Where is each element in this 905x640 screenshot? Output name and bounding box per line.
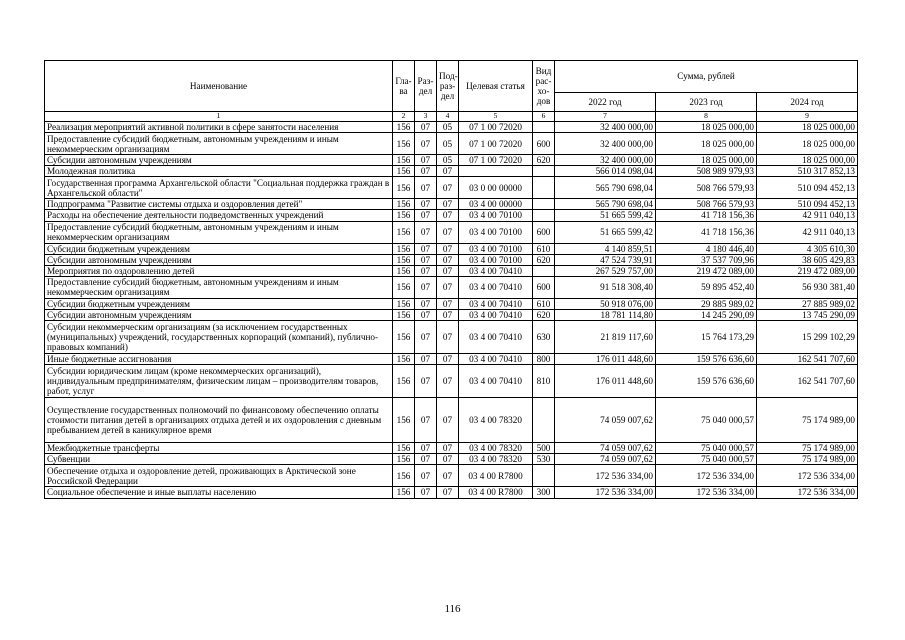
col-number: 8: [656, 112, 757, 122]
cell-sum-2023: 18 025 000,00: [656, 155, 757, 166]
table-row: [45, 166, 858, 177]
cell-vid: 620: [533, 254, 555, 265]
cell-sum-2022: 47 524 739,91: [555, 254, 656, 265]
cell-sum-2024: 162 541 707,60: [757, 354, 858, 365]
cell-sum-2023: 14 245 290,09: [656, 309, 757, 320]
col-number: 6: [533, 112, 555, 122]
cell-vid: 620: [533, 155, 555, 166]
cell-celevaya: 03 4 00 70100: [459, 243, 533, 254]
cell-podrazdel: 07: [437, 321, 459, 354]
cell-vid: [533, 265, 555, 276]
cell-sum-2023: 159 576 636,60: [656, 354, 757, 365]
table-row: [45, 210, 858, 221]
cell-glava: 156: [393, 365, 415, 398]
cell-sum-2024: 42 911 040,13: [757, 210, 858, 221]
col-header-2024: 2024 год: [757, 93, 858, 112]
cell-vid: 810: [533, 365, 555, 398]
cell-podrazdel: 07: [437, 254, 459, 265]
cell-glava: 156: [393, 133, 415, 155]
cell-razdel: 07: [415, 309, 437, 320]
cell-razdel: 07: [415, 155, 437, 166]
cell-sum-2023: 15 764 173,29: [656, 321, 757, 354]
cell-sum-2023: 4 180 446,40: [656, 243, 757, 254]
cell-glava: 156: [393, 177, 415, 199]
cell-podrazdel: 07: [437, 210, 459, 221]
cell-podrazdel: 07: [437, 276, 459, 298]
cell-podrazdel: 07: [437, 365, 459, 398]
row-name: Субвенции: [45, 454, 393, 465]
row-name: Осуществление государственных полномочий по финансовому обеспечению оплаты стоимости питания детей в организациях отдыха детей и их оздоровления с дневным пребыванием детей в каникулярное время: [45, 398, 393, 443]
cell-sum-2022: 51 665 599,42: [555, 221, 656, 243]
column-numbers-row: [45, 112, 858, 122]
cell-sum-2024: 18 025 000,00: [757, 133, 858, 155]
row-name: Субсидии автономным учреждениям: [45, 155, 393, 166]
cell-vid: 620: [533, 309, 555, 320]
row-name: Социальное обеспечение и иные выплаты населению: [45, 487, 393, 498]
cell-vid: 800: [533, 354, 555, 365]
cell-glava: 156: [393, 298, 415, 309]
cell-razdel: 07: [415, 454, 437, 465]
row-name: Субсидии бюджетным учреждениям: [45, 298, 393, 309]
cell-celevaya: 03 4 00 R7800: [459, 487, 533, 498]
table-row: [45, 243, 858, 254]
cell-celevaya: 07 1 00 72020: [459, 155, 533, 166]
col-header-summa: Сумма, рублей: [555, 61, 858, 93]
cell-glava: 156: [393, 199, 415, 210]
cell-sum-2023: 508 989 979,93: [656, 166, 757, 177]
cell-glava: 156: [393, 265, 415, 276]
cell-sum-2023: 18 025 000,00: [656, 122, 757, 133]
cell-sum-2022: 74 059 007,62: [555, 443, 656, 454]
cell-celevaya: 03 4 00 R7800: [459, 465, 533, 487]
row-name: Расходы на обеспечение деятельности подведомственных учреждений: [45, 210, 393, 221]
cell-vid: 630: [533, 321, 555, 354]
cell-vid: [533, 122, 555, 133]
table-row: [45, 487, 858, 498]
cell-vid: 300: [533, 487, 555, 498]
cell-razdel: 07: [415, 221, 437, 243]
col-number: 9: [757, 112, 858, 122]
cell-sum-2022: 172 536 334,00: [555, 487, 656, 498]
cell-sum-2024: 172 536 334,00: [757, 465, 858, 487]
col-number: 2: [393, 112, 415, 122]
cell-sum-2024: 13 745 290,09: [757, 309, 858, 320]
cell-glava: 156: [393, 398, 415, 443]
cell-razdel: 07: [415, 243, 437, 254]
cell-sum-2023: 172 536 334,00: [656, 465, 757, 487]
col-number: 5: [459, 112, 533, 122]
cell-razdel: 07: [415, 365, 437, 398]
cell-sum-2023: 75 040 000,57: [656, 443, 757, 454]
cell-podrazdel: 07: [437, 221, 459, 243]
table-body: [45, 122, 858, 499]
cell-sum-2023: 508 766 579,93: [656, 177, 757, 199]
cell-sum-2022: 565 790 698,04: [555, 199, 656, 210]
table-row: [45, 177, 858, 199]
cell-razdel: 07: [415, 276, 437, 298]
cell-sum-2023: 41 718 156,36: [656, 210, 757, 221]
cell-podrazdel: 07: [437, 309, 459, 320]
col-header-2023: 2023 год: [656, 93, 757, 112]
cell-vid: [533, 177, 555, 199]
cell-razdel: 07: [415, 487, 437, 498]
cell-sum-2024: 42 911 040,13: [757, 221, 858, 243]
cell-razdel: 07: [415, 254, 437, 265]
cell-razdel: 07: [415, 398, 437, 443]
cell-sum-2023: 75 040 000,57: [656, 398, 757, 443]
table-row: [45, 298, 858, 309]
table-row: [45, 199, 858, 210]
cell-razdel: 07: [415, 298, 437, 309]
table-row: [45, 155, 858, 166]
cell-sum-2023: 37 537 709,96: [656, 254, 757, 265]
cell-sum-2022: 172 536 334,00: [555, 465, 656, 487]
cell-podrazdel: 07: [437, 298, 459, 309]
table-row: [45, 365, 858, 398]
cell-sum-2023: 172 536 334,00: [656, 487, 757, 498]
table-row: [45, 398, 858, 443]
cell-sum-2024: 75 174 989,00: [757, 454, 858, 465]
cell-sum-2023: 18 025 000,00: [656, 133, 757, 155]
cell-glava: 156: [393, 243, 415, 254]
cell-razdel: 07: [415, 321, 437, 354]
row-name: Обеспечение отдыха и оздоровление детей, проживающих в Арктической зоне Российской Федерации: [45, 465, 393, 487]
table-row: [45, 321, 858, 354]
row-name: Подпрограмма "Развитие системы отдыха и оздоровления детей": [45, 199, 393, 210]
cell-celevaya: 07 1 00 72020: [459, 122, 533, 133]
cell-podrazdel: 05: [437, 122, 459, 133]
cell-celevaya: 03 4 00 70100: [459, 221, 533, 243]
cell-celevaya: 03 4 00 78320: [459, 443, 533, 454]
cell-podrazdel: 05: [437, 133, 459, 155]
cell-celevaya: 03 4 00 70410: [459, 298, 533, 309]
row-name: Предоставление субсидий бюджетным, автономным учреждениям и иным некоммерческим организациям: [45, 276, 393, 298]
cell-sum-2024: 75 174 989,00: [757, 443, 858, 454]
cell-vid: 530: [533, 454, 555, 465]
cell-podrazdel: 07: [437, 398, 459, 443]
col-number: 1: [45, 112, 393, 122]
cell-razdel: 07: [415, 166, 437, 177]
cell-glava: 156: [393, 122, 415, 133]
cell-celevaya: 03 4 00 78320: [459, 398, 533, 443]
cell-vid: [533, 465, 555, 487]
cell-sum-2022: 51 665 599,42: [555, 210, 656, 221]
row-name: Субсидии автономным учреждениям: [45, 309, 393, 320]
cell-sum-2024: 4 305 610,30: [757, 243, 858, 254]
cell-sum-2023: 41 718 156,36: [656, 221, 757, 243]
cell-glava: 156: [393, 454, 415, 465]
cell-celevaya: 03 0 00 00000: [459, 177, 533, 199]
page-number: 116: [444, 603, 461, 615]
table-row: [45, 122, 858, 133]
cell-razdel: 07: [415, 177, 437, 199]
cell-sum-2024: 18 025 000,00: [757, 122, 858, 133]
cell-podrazdel: 07: [437, 177, 459, 199]
cell-podrazdel: 05: [437, 155, 459, 166]
cell-podrazdel: 07: [437, 454, 459, 465]
cell-sum-2022: 176 011 448,60: [555, 354, 656, 365]
cell-podrazdel: 07: [437, 354, 459, 365]
cell-sum-2022: 50 918 076,00: [555, 298, 656, 309]
cell-glava: 156: [393, 276, 415, 298]
table-row: [45, 254, 858, 265]
cell-celevaya: 03 4 00 70410: [459, 276, 533, 298]
cell-celevaya: 03 4 00 70410: [459, 265, 533, 276]
cell-sum-2023: 219 472 089,00: [656, 265, 757, 276]
cell-vid: 500: [533, 443, 555, 454]
row-name: Государственная программа Архангельской области "Социальная поддержка граждан в Архангельской области": [45, 177, 393, 199]
row-name: Субсидии автономным учреждениям: [45, 254, 393, 265]
cell-sum-2024: 510 094 452,13: [757, 199, 858, 210]
cell-sum-2022: 74 059 007,62: [555, 398, 656, 443]
row-name: Субсидии бюджетным учреждениям: [45, 243, 393, 254]
cell-sum-2024: 18 025 000,00: [757, 155, 858, 166]
table-row: [45, 309, 858, 320]
cell-celevaya: 03 4 00 70410: [459, 354, 533, 365]
col-header-celevaya: Целевая статья: [459, 61, 533, 112]
row-name: Предоставление субсидий бюджетным, автономным учреждениям и иным некоммерческим организациям: [45, 221, 393, 243]
cell-glava: 156: [393, 254, 415, 265]
cell-podrazdel: 07: [437, 199, 459, 210]
table-row: [45, 454, 858, 465]
row-name: Молодежная политика: [45, 166, 393, 177]
cell-sum-2024: 219 472 089,00: [757, 265, 858, 276]
table-row: [45, 265, 858, 276]
cell-sum-2023: 508 766 579,93: [656, 199, 757, 210]
cell-sum-2022: 91 518 308,40: [555, 276, 656, 298]
cell-razdel: 07: [415, 354, 437, 365]
col-number: 3: [415, 112, 437, 122]
table-row: [45, 221, 858, 243]
cell-podrazdel: 07: [437, 265, 459, 276]
table-row: [45, 133, 858, 155]
col-header-razdel: Раз-дел: [415, 61, 437, 112]
cell-podrazdel: 07: [437, 166, 459, 177]
cell-sum-2023: 59 895 452,40: [656, 276, 757, 298]
cell-glava: 156: [393, 321, 415, 354]
cell-glava: 156: [393, 354, 415, 365]
cell-sum-2024: 56 930 381,40: [757, 276, 858, 298]
cell-glava: 156: [393, 166, 415, 177]
cell-sum-2024: 172 536 334,00: [757, 487, 858, 498]
cell-razdel: 07: [415, 133, 437, 155]
row-name: Субсидии некоммерческим организациям (за исключением государственных (муниципальных) учреждений, государственных корпораций (компаний), публично-правовых компаний): [45, 321, 393, 354]
cell-sum-2022: 566 014 098,04: [555, 166, 656, 177]
cell-sum-2022: 32 400 000,00: [555, 133, 656, 155]
cell-vid: 600: [533, 221, 555, 243]
cell-sum-2022: 267 529 757,00: [555, 265, 656, 276]
cell-sum-2022: 21 819 117,60: [555, 321, 656, 354]
cell-podrazdel: 07: [437, 243, 459, 254]
cell-glava: 156: [393, 155, 415, 166]
cell-razdel: 07: [415, 465, 437, 487]
table-row: [45, 465, 858, 487]
row-name: Реализация мероприятий активной политики в сфере занятости населения: [45, 122, 393, 133]
cell-celevaya: 03 4 00 70410: [459, 309, 533, 320]
cell-razdel: 07: [415, 199, 437, 210]
cell-sum-2024: 27 885 989,02: [757, 298, 858, 309]
cell-sum-2024: 15 299 102,29: [757, 321, 858, 354]
cell-podrazdel: 07: [437, 465, 459, 487]
cell-vid: 610: [533, 298, 555, 309]
cell-celevaya: 03 4 00 70410: [459, 365, 533, 398]
col-number: 7: [555, 112, 656, 122]
cell-glava: 156: [393, 487, 415, 498]
cell-sum-2022: 74 059 007,62: [555, 454, 656, 465]
cell-celevaya: 03 4 00 78320: [459, 454, 533, 465]
cell-sum-2022: 32 400 000,00: [555, 155, 656, 166]
cell-celevaya: 03 4 00 00000: [459, 199, 533, 210]
cell-celevaya: 03 4 00 70100: [459, 254, 533, 265]
col-header-podrazdel: Под-раз-дел: [437, 61, 459, 112]
cell-vid: [533, 199, 555, 210]
cell-sum-2022: 565 790 698,04: [555, 177, 656, 199]
cell-vid: [533, 210, 555, 221]
cell-razdel: 07: [415, 210, 437, 221]
row-name: Мероприятия по оздоровлению детей: [45, 265, 393, 276]
cell-glava: 156: [393, 221, 415, 243]
cell-razdel: 07: [415, 122, 437, 133]
cell-vid: [533, 398, 555, 443]
row-name: Предоставление субсидий бюджетным, автономным учреждениям и иным некоммерческим организациям: [45, 133, 393, 155]
row-name: Иные бюджетные ассигнования: [45, 354, 393, 365]
cell-celevaya: 07 1 00 72020: [459, 133, 533, 155]
cell-vid: [533, 166, 555, 177]
table-header: [45, 61, 858, 122]
cell-sum-2023: 29 885 989,02: [656, 298, 757, 309]
budget-table: [44, 60, 858, 499]
cell-sum-2022: 4 140 859,51: [555, 243, 656, 254]
col-number: 4: [437, 112, 459, 122]
cell-glava: 156: [393, 210, 415, 221]
cell-sum-2023: 75 040 000,57: [656, 454, 757, 465]
cell-podrazdel: 07: [437, 443, 459, 454]
cell-vid: 610: [533, 243, 555, 254]
cell-sum-2024: 510 094 452,13: [757, 177, 858, 199]
cell-sum-2023: 159 576 636,60: [656, 365, 757, 398]
cell-glava: 156: [393, 443, 415, 454]
cell-celevaya: 03 4 00 70410: [459, 321, 533, 354]
cell-glava: 156: [393, 309, 415, 320]
cell-celevaya: 03 4 00 70100: [459, 210, 533, 221]
cell-celevaya: [459, 166, 533, 177]
cell-glava: 156: [393, 465, 415, 487]
row-name: Субсидии юридическим лицам (кроме некоммерческих организаций), индивидуальным предпринимателям, физическим лицам – производителям товаров, работ, услуг: [45, 365, 393, 398]
cell-vid: 600: [533, 276, 555, 298]
cell-sum-2024: 510 317 852,13: [757, 166, 858, 177]
col-header-name: Наименование: [45, 61, 393, 112]
table-row: [45, 276, 858, 298]
col-header-glava: Гла-ва: [393, 61, 415, 112]
table-row: [45, 354, 858, 365]
cell-sum-2024: 162 541 707,60: [757, 365, 858, 398]
cell-vid: 600: [533, 133, 555, 155]
cell-sum-2022: 18 781 114,80: [555, 309, 656, 320]
cell-sum-2022: 176 011 448,60: [555, 365, 656, 398]
cell-sum-2022: 32 400 000,00: [555, 122, 656, 133]
cell-razdel: 07: [415, 265, 437, 276]
cell-razdel: 07: [415, 443, 437, 454]
cell-podrazdel: 07: [437, 487, 459, 498]
cell-sum-2024: 38 605 429,83: [757, 254, 858, 265]
table-row: [45, 443, 858, 454]
col-header-vid: Вид рас-хо-дов: [533, 61, 555, 112]
col-header-2022: 2022 год: [555, 93, 656, 112]
cell-sum-2024: 75 174 989,00: [757, 398, 858, 443]
row-name: Межбюджетные трансферты: [45, 443, 393, 454]
